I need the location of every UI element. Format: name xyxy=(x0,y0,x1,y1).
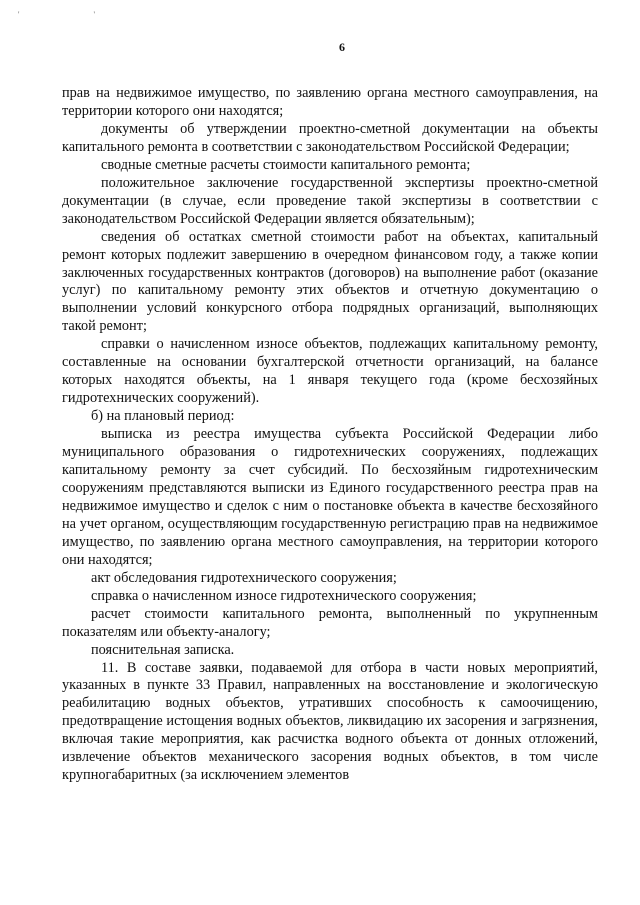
paragraph: пояснительная записка. xyxy=(91,641,235,658)
paragraph: положительное заключение государственной экспертизы проектно-сметной документации (в случае, если проведение такой экспертизы в соответствии с законодательством Российской Федерации является обязательным); xyxy=(62,174,598,227)
paragraph: документы об утверждении проектно-сметной документации на объекты капитального ремонта в соответствии с законодательством Российской Федерации; xyxy=(62,120,598,155)
page-number: 6 xyxy=(339,40,345,54)
scan-marks: ' ' xyxy=(18,10,131,19)
paragraph: б) на плановый период: xyxy=(91,408,235,425)
paragraph: 11. В составе заявки, подаваемой для отбора в части новых мероприятий, указанных в пункте 33 Правил, направленных на восстановление и экологическую реабилитацию водных объектов, утративших способность к самоочищению, предотвращение истощения водных объектов, ликвидацию их засорения и загрязнения, включая такие мероприятия, как расчистка водного объекта от донных отложений, извлечение объектов механического засорения водных объектов, в том числе крупногабаритных (за исключением элементов xyxy=(62,659,598,784)
document-body xyxy=(62,85,598,785)
paragraph: сводные сметные расчеты стоимости капитального ремонта; xyxy=(101,156,471,173)
paragraph: прав на недвижимое имущество, по заявлению органа местного самоуправления, на территории которого они находятся; xyxy=(62,85,598,119)
paragraph: расчет стоимости капитального ремонта, выполненный по укрупненным показателям или объекту-аналогу; xyxy=(62,605,598,640)
paragraph: справки о начисленном износе объектов, подлежащих капитальному ремонту, составленные на основании бухгалтерской отчетности организаций, на балансе которых находятся объекты, на 1 января текущего года (кроме бесхозяйных гидротехнических сооружений). xyxy=(62,336,598,407)
paragraph: справка о начисленном износе гидротехнического сооружения; xyxy=(91,587,477,604)
paragraph: выписка из реестра имущества субъекта Российской Федерации либо муниципального образования о гидротехнических сооружениях, подлежащих капитальному ремонту за счет субсидий. По бесхозяйным гидротехническим сооружениям представляются выписки из Единого государственного реестра прав на недвижимое имущество и сделок с ним о постановке объекта в качестве бесхозяйного на учет органом, осуществляющим государственную регистрацию прав на недвижимое имущество, по заявлению органа местного самоуправления, на территории которого они находятся; xyxy=(62,426,598,568)
paragraph: акт обследования гидротехнического сооружения; xyxy=(91,569,397,586)
paragraph: сведения об остатках сметной стоимости работ на объектах, капитальный ремонт которых подлежит завершению в очередном финансовом году, а также копии заключенных государственных контрактов (договоров) на выполнение работ (оказание услуг) по капитальному ремонту этих объектов и отчетную документацию о выполнении условий конкурсного отбора подрядных организаций, выполняющих такой ремонт; xyxy=(62,228,598,335)
